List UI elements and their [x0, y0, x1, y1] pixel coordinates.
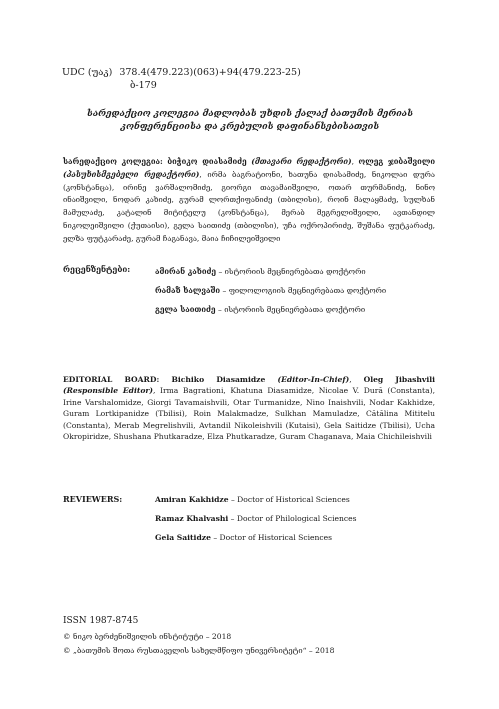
- reviewer-ka-1: [155, 266, 366, 277]
- udc-label: UDC (უაკ): [62, 67, 113, 78]
- chief-editor-role-en: (Editor-In-Chief): [277, 375, 350, 384]
- editorial-board-ka-label: სარედაქციო კოლეგია:: [63, 157, 163, 166]
- copyright-line-2: © „ბათუმის შოთა რუსთაველის სახელმწიფო უნივერსიტეტი“ – 2018: [63, 646, 335, 655]
- reviewer-en-2: [155, 513, 357, 524]
- reviewer-name: Gela Saitidze: [155, 533, 211, 542]
- reviewer-name: ამირან კახიძე: [155, 267, 217, 276]
- reviewer-ka-3: [155, 304, 365, 315]
- reviewers-en-label: REVIEWERS:: [63, 494, 123, 504]
- editorial-board-en-label: EDITORIAL BOARD:: [63, 375, 160, 384]
- reviewer-en-3: [155, 532, 332, 543]
- responsible-editor-name-ka: ოლეგ ჯიბაშვილი: [358, 157, 435, 166]
- editorial-board-en: [63, 374, 435, 442]
- title-line-1: სარედაქციო კოლეგია მადლობას უხდის ქალაქ ბათუმის მერიას: [86, 109, 414, 119]
- responsible-editor-role-ka: (პასუხისმგებელი რედაქტორი): [63, 169, 200, 179]
- reviewer-role: – Doctor of Historical Sciences: [210, 533, 333, 542]
- copyright-line-1: © ნიკო ბერძენიშვილის ინსტიტუტი – 2018: [63, 632, 232, 641]
- chief-editor-name-en: Bichiko Diasamidze: [159, 375, 278, 384]
- reviewers-ka-label: რეცენზენტები:: [63, 264, 131, 274]
- reviewer-name: Amiran Kakhidze: [155, 495, 229, 504]
- issn: ISSN 1987-8745: [63, 616, 139, 626]
- udc-code-secondary: ბ-179: [130, 80, 157, 91]
- acknowledgement-title: [70, 108, 430, 134]
- board-members-ka: , ირმა ბაგრატიონი, ხათუნა დიასამიძე, ნიკოლაი დურა (კონსტანცა), ირინე ვარშალომიძე, გიორგი თავამაიშვილი, ოთარ თურმანიძე, ნინო ინაიშვილი, ნოდარ კახიძე, გურამ ლორთქიფანიძე (თბილისი), როინ მალაყმაძე, სულხან მამულაძე, კატალინ მიტიტელუ (კონსტანცა), მერაბ მეგრელიშვილი, ავთანდილ ნიკოლეიშვილი (ქუთაისი), გელა საითიძე (თბილისი), უჩა ოქროპირიძე, შუშანა ფუტკარაძე, ელზა ფუტკარაძე, გურამ ჩაგანავა, მაია ჩიჩილეიშვილი: [63, 169, 436, 243]
- chief-editor-name-ka: ბიჭიკო დიასამიძე: [167, 157, 247, 166]
- responsible-editor-role-en: (Responsible Editor): [63, 386, 154, 396]
- udc-line: [62, 66, 301, 79]
- reviewer-role: – Doctor of Historical Sciences: [228, 495, 350, 504]
- reviewer-name: გელა საითიძე: [155, 305, 216, 314]
- responsible-editor-name-en: Oleg Jibashvili: [363, 375, 435, 384]
- reviewer-name: რამაზ ხალვაში: [155, 286, 221, 295]
- reviewer-role: – ისტორიის მეცნიერებათა დოქტორი: [216, 267, 366, 276]
- title-line-2: კონფერენციისა და კრებულის დაფინანსებისათვის: [120, 122, 380, 132]
- reviewer-en-1: [155, 494, 350, 505]
- reviewer-role: – ისტორიის მეცნიერებათა დოქტორი: [215, 305, 366, 314]
- board-members-en: , Irma Bagrationi, Khatuna Diasamidze, Nicolae V. Dură (Constanta), Irine Varshalomidze, Giorgi Tavamaishvili, Otar Turmanidze, Nino Inaishvili, Nodar Kakhidze, Guram Lortkipanidze (Tbilisi), Roin Malakmadze, Sulkhan Mamuladze, Cătălina Mititelu (Constanta), Merab Megrelishvili, Avtandil Nikoleishvili (Kutaisi), Gela Saitidze (Tbilisi), Ucha Okropiridze, Shushana Phutkaradze, Elza Phutkaradze, Guram Chaganava, Maia Chichileishvili: [63, 386, 435, 442]
- separator: ,: [351, 157, 359, 166]
- editorial-board-ka: [63, 156, 435, 246]
- chief-editor-role-ka: (მთავარი რედაქტორი): [251, 157, 352, 166]
- reviewer-role: – ფილოლოგიის მეცნიერებათა დოქტორი: [220, 286, 387, 295]
- reviewer-role: – Doctor of Philological Sciences: [228, 514, 357, 523]
- reviewer-ka-2: [155, 285, 386, 296]
- reviewer-name: Ramaz Khalvashi: [155, 514, 229, 523]
- separator: ,: [349, 375, 364, 384]
- udc-code: 378.4(479.223)(063)+94(479.223-25): [119, 67, 301, 78]
